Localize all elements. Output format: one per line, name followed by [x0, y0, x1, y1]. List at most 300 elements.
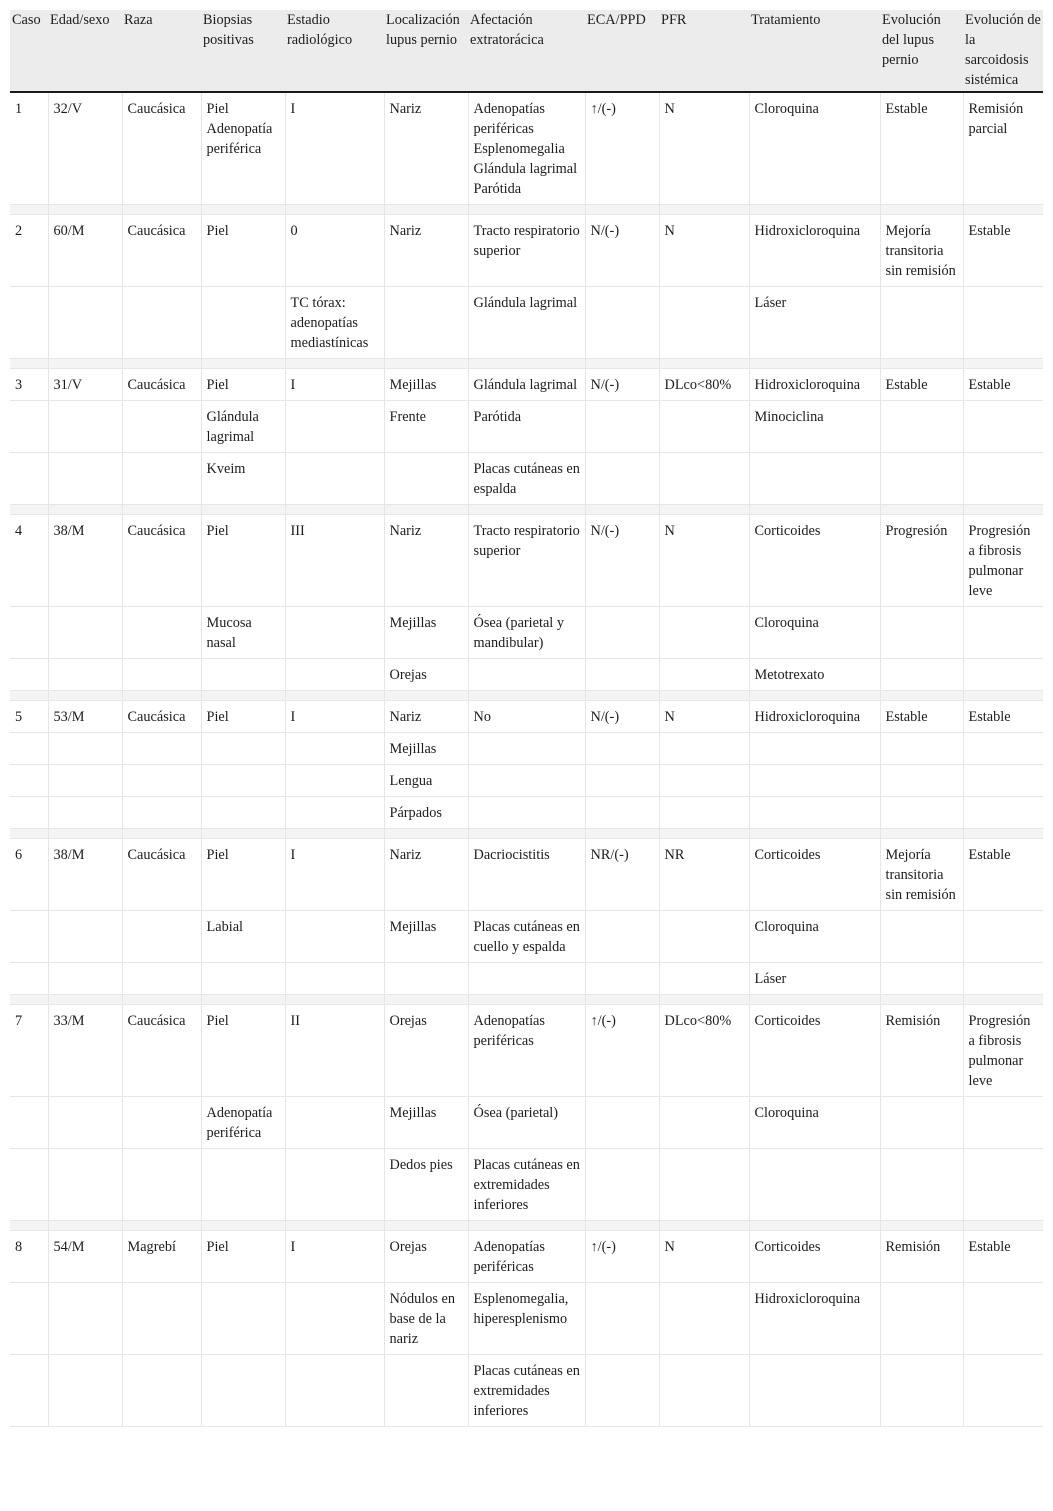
- table-cell: [201, 797, 285, 829]
- table-cell: [585, 453, 659, 505]
- table-cell: Remisión: [880, 1231, 963, 1283]
- table-cell: [880, 453, 963, 505]
- table-cell: Glándula lagrimal: [201, 401, 285, 453]
- table-cell: [122, 911, 201, 963]
- table-cell: Progresión: [880, 515, 963, 607]
- table-cell: [468, 659, 585, 691]
- table-cell: [48, 287, 122, 359]
- table-cell: [585, 963, 659, 995]
- table-cell: [880, 607, 963, 659]
- table-cell: [659, 659, 749, 691]
- table-row: [10, 733, 1043, 765]
- table-cell: [48, 1283, 122, 1355]
- table-cell: [585, 797, 659, 829]
- table-cell: [122, 1149, 201, 1221]
- table-cell: Piel: [201, 515, 285, 607]
- table-cell: Piel: [201, 1231, 285, 1283]
- table-cell: Mejillas: [384, 733, 468, 765]
- table-cell: Tracto respiratorio superior: [468, 515, 585, 607]
- table-cell: [963, 1355, 1043, 1427]
- table-cell: Adenopatía periférica: [201, 1097, 285, 1149]
- table-cell: [659, 911, 749, 963]
- table-cell: [585, 765, 659, 797]
- table-cell: [201, 1355, 285, 1427]
- header-evolucion-sarcoidosis: Evolución de la sarcoidosis sistémica: [963, 10, 1043, 92]
- table-cell: [468, 92, 585, 205]
- table-cell: DLco<80%: [659, 369, 749, 401]
- table-cell: Ósea (parietal): [468, 1097, 585, 1149]
- table-cell: [122, 1283, 201, 1355]
- table-cell: Mejillas: [384, 1097, 468, 1149]
- table-cell: Mejillas: [384, 369, 468, 401]
- table-cell: Placas cutáneas en cuello y espalda: [468, 911, 585, 963]
- table-cell: [48, 1097, 122, 1149]
- table-cell: 1: [10, 92, 48, 205]
- table-header-row: [10, 10, 1043, 92]
- cell-line: Esplenomegalia: [473, 141, 565, 157]
- table-row: [10, 911, 1043, 963]
- table-cell: [585, 733, 659, 765]
- table-cell: 60/M: [48, 215, 122, 287]
- table-cell: [285, 911, 384, 963]
- table-cell: [285, 963, 384, 995]
- table-cell: ↑/(-): [585, 92, 659, 205]
- table-cell: [122, 1355, 201, 1427]
- table-cell: N: [659, 701, 749, 733]
- table-cell: [10, 1355, 48, 1427]
- table-cell: 38/M: [48, 515, 122, 607]
- table-cell: [285, 733, 384, 765]
- table-cell: Hidroxicloroquina: [749, 701, 880, 733]
- table-cell: [659, 797, 749, 829]
- table-cell: Corticoides: [749, 1231, 880, 1283]
- table-cell: [468, 765, 585, 797]
- table-row: [10, 659, 1043, 691]
- table-cell: [48, 1149, 122, 1221]
- table-cell: [48, 911, 122, 963]
- header-localizacion: Localización lupus pernio: [384, 10, 468, 92]
- table-cell: Caucásica: [122, 369, 201, 401]
- table-cell: N/(-): [585, 701, 659, 733]
- table-cell: TC tórax: adenopatías mediastínicas: [285, 287, 384, 359]
- table-cell: [122, 963, 201, 995]
- table-cell: [10, 797, 48, 829]
- table-cell: Caucásica: [122, 515, 201, 607]
- table-cell: [384, 287, 468, 359]
- table-cell: 53/M: [48, 701, 122, 733]
- table-cell: Párpados: [384, 797, 468, 829]
- table-row: [10, 369, 1043, 401]
- table-cell: Frente: [384, 401, 468, 453]
- table-cell: [659, 401, 749, 453]
- table-cell: [122, 1097, 201, 1149]
- table-cell: [659, 1355, 749, 1427]
- table-cell: N/(-): [585, 215, 659, 287]
- table-cell: [285, 1097, 384, 1149]
- table-cell: 8: [10, 1231, 48, 1283]
- table-cell: Piel: [201, 215, 285, 287]
- table-cell: [585, 287, 659, 359]
- table-cell: Magrebí: [122, 1231, 201, 1283]
- table-cell: III: [285, 515, 384, 607]
- table-cell: Dedos pies: [384, 1149, 468, 1221]
- table-cell: 4: [10, 515, 48, 607]
- table-cell: DLco<80%: [659, 1005, 749, 1097]
- table-cell: Kveim: [201, 453, 285, 505]
- table-cell: [659, 453, 749, 505]
- table-cell: Hidroxicloroquina: [749, 1283, 880, 1355]
- table-cell: [122, 733, 201, 765]
- table-cell: [963, 797, 1043, 829]
- table-cell: Orejas: [384, 1231, 468, 1283]
- table-cell: [659, 733, 749, 765]
- table-cell: I: [285, 369, 384, 401]
- table-cell: [880, 765, 963, 797]
- table-cell: [201, 1283, 285, 1355]
- table-cell: [659, 607, 749, 659]
- table-cell: [10, 1097, 48, 1149]
- table-cell: Láser: [749, 963, 880, 995]
- table-cell: Nódulos en base de la nariz: [384, 1283, 468, 1355]
- table-row: [10, 839, 1043, 911]
- table-row: [10, 515, 1043, 607]
- table-cell: Corticoides: [749, 1005, 880, 1097]
- table-cell: Metotrexato: [749, 659, 880, 691]
- table-cell: Nariz: [384, 839, 468, 911]
- table-cell: [48, 607, 122, 659]
- cell-line: Adenopatías periféricas: [473, 101, 545, 137]
- table-cell: [10, 1283, 48, 1355]
- table-cell: [10, 911, 48, 963]
- table-cell: Progresión a fibrosis pulmonar leve: [963, 1005, 1043, 1097]
- table-cell: Nariz: [384, 701, 468, 733]
- table-cell: Estable: [880, 369, 963, 401]
- table-cell: [659, 1283, 749, 1355]
- table-cell: [963, 287, 1043, 359]
- table-cell: Piel: [201, 839, 285, 911]
- table-cell: [749, 1355, 880, 1427]
- table-cell: [285, 765, 384, 797]
- table-cell: [10, 765, 48, 797]
- header-evolucion-lupus: Evolución del lupus pernio: [880, 10, 963, 92]
- table-cell: Orejas: [384, 659, 468, 691]
- table-cell: Nariz: [384, 92, 468, 205]
- table-cell: 6: [10, 839, 48, 911]
- table-cell: [48, 765, 122, 797]
- table-cell: Estable: [963, 701, 1043, 733]
- table-row: [10, 401, 1043, 453]
- table-row: [10, 92, 1043, 205]
- table-cell: [749, 733, 880, 765]
- table-cell: [285, 401, 384, 453]
- table-cell: [122, 401, 201, 453]
- table-cell: [285, 607, 384, 659]
- table-cell: Mejoría transitoria sin remisión: [880, 215, 963, 287]
- table-cell: [10, 453, 48, 505]
- table-cell: [468, 733, 585, 765]
- table-cell: [201, 733, 285, 765]
- table-cell: N: [659, 215, 749, 287]
- table-cell: [585, 1283, 659, 1355]
- table-cell: [963, 765, 1043, 797]
- table-cell: [880, 401, 963, 453]
- case-separator: [10, 995, 1043, 1005]
- table-cell: NR/(-): [585, 839, 659, 911]
- table-cell: [963, 401, 1043, 453]
- table-cell: [880, 963, 963, 995]
- table-cell: [201, 765, 285, 797]
- table-cell: [201, 963, 285, 995]
- table-cell: Cloroquina: [749, 607, 880, 659]
- lupus-pernio-cases-table: [10, 10, 1043, 1427]
- table-cell: NR: [659, 839, 749, 911]
- table-cell: [384, 453, 468, 505]
- table-row: [10, 797, 1043, 829]
- table-cell: Mejillas: [384, 607, 468, 659]
- table-cell: 32/V: [48, 92, 122, 205]
- table-row: [10, 1005, 1043, 1097]
- table-cell: [122, 287, 201, 359]
- table-cell: Dacriocistitis: [468, 839, 585, 911]
- table-cell: [122, 797, 201, 829]
- table-cell: Estable: [880, 701, 963, 733]
- table-cell: [880, 1149, 963, 1221]
- table-cell: 5: [10, 701, 48, 733]
- table-cell: [48, 659, 122, 691]
- table-cell: [10, 963, 48, 995]
- table-cell: Hidroxicloroquina: [749, 369, 880, 401]
- table-cell: No: [468, 701, 585, 733]
- case-separator: [10, 1221, 1043, 1231]
- table-cell: [880, 659, 963, 691]
- table-cell: Caucásica: [122, 701, 201, 733]
- table-cell: Piel: [201, 701, 285, 733]
- table-row: [10, 215, 1043, 287]
- table-cell: [963, 1097, 1043, 1149]
- case-separator: [10, 359, 1043, 369]
- table-cell: [963, 659, 1043, 691]
- table-cell: Ósea (parietal y mandibular): [468, 607, 585, 659]
- table-row: [10, 765, 1043, 797]
- table-cell: Mejoría transitoria sin remisión: [880, 839, 963, 911]
- table-cell: Placas cutáneas en extremidades inferiores: [468, 1355, 585, 1427]
- table-cell: [285, 1355, 384, 1427]
- table-cell: Estable: [963, 369, 1043, 401]
- table-cell: [122, 607, 201, 659]
- table-cell: [201, 659, 285, 691]
- table-cell: Caucásica: [122, 215, 201, 287]
- header-afectacion: Afectación extratorácica: [468, 10, 585, 92]
- table-cell: [749, 453, 880, 505]
- table-body: [10, 92, 1043, 1427]
- table-row: [10, 1097, 1043, 1149]
- table-cell: [10, 607, 48, 659]
- table-cell: ↑/(-): [585, 1005, 659, 1097]
- table-cell: Tracto respiratorio superior: [468, 215, 585, 287]
- table-cell: I: [285, 839, 384, 911]
- table-cell: Caucásica: [122, 92, 201, 205]
- table-cell: [749, 797, 880, 829]
- table-cell: 0: [285, 215, 384, 287]
- table-cell: [585, 1149, 659, 1221]
- table-cell: Cloroquina: [749, 1097, 880, 1149]
- table-cell: 31/V: [48, 369, 122, 401]
- table-cell: Parótida: [468, 401, 585, 453]
- table-cell: 3: [10, 369, 48, 401]
- table-cell: Nariz: [384, 215, 468, 287]
- table-cell: 38/M: [48, 839, 122, 911]
- table-cell: [122, 453, 201, 505]
- table-cell: [384, 963, 468, 995]
- table-cell: [48, 963, 122, 995]
- table-cell: [285, 797, 384, 829]
- table-cell: Esplenomegalia, hiperesplenismo: [468, 1283, 585, 1355]
- header-caso: Caso: [10, 10, 48, 92]
- table-cell: [659, 1149, 749, 1221]
- table-cell: N: [659, 515, 749, 607]
- table-cell: Glándula lagrimal: [468, 369, 585, 401]
- table-cell: Estable: [880, 92, 963, 205]
- table-cell: Adenopatías periféricas: [468, 1005, 585, 1097]
- table-cell: [285, 453, 384, 505]
- table-cell: [585, 401, 659, 453]
- table-cell: [963, 1283, 1043, 1355]
- table-cell: Piel: [201, 1005, 285, 1097]
- header-pfr: PFR: [659, 10, 749, 92]
- case-separator: [10, 829, 1043, 839]
- table-cell: 33/M: [48, 1005, 122, 1097]
- table-cell: [201, 287, 285, 359]
- table-cell: I: [285, 701, 384, 733]
- table-cell: [201, 1149, 285, 1221]
- table-cell: Láser: [749, 287, 880, 359]
- table-cell: Lengua: [384, 765, 468, 797]
- table-cell: Nariz: [384, 515, 468, 607]
- table-cell: I: [285, 1231, 384, 1283]
- cell-line: Parótida: [473, 181, 522, 197]
- table-cell: N: [659, 92, 749, 205]
- table-cell: Piel: [201, 369, 285, 401]
- table-cell: [10, 401, 48, 453]
- cell-line: Adenopatía periférica: [206, 121, 273, 157]
- table-row: [10, 963, 1043, 995]
- table-cell: [880, 797, 963, 829]
- clinical-table-container: [10, 10, 1043, 1427]
- table-cell: [659, 963, 749, 995]
- table-cell: Caucásica: [122, 839, 201, 911]
- table-cell: [749, 1149, 880, 1221]
- table-cell: Cloroquina: [749, 911, 880, 963]
- table-cell: [880, 1097, 963, 1149]
- table-row: [10, 607, 1043, 659]
- table-cell: [10, 287, 48, 359]
- table-cell: [10, 1149, 48, 1221]
- table-cell: [585, 659, 659, 691]
- header-raza: Raza: [122, 10, 201, 92]
- table-cell: [48, 797, 122, 829]
- case-separator: [10, 205, 1043, 215]
- table-cell: Orejas: [384, 1005, 468, 1097]
- table-cell: Labial: [201, 911, 285, 963]
- table-cell: [285, 1149, 384, 1221]
- table-cell: [585, 607, 659, 659]
- table-cell: [468, 797, 585, 829]
- table-cell: [10, 659, 48, 691]
- table-cell: [963, 963, 1043, 995]
- table-cell: Remisión: [880, 1005, 963, 1097]
- case-separator: [10, 691, 1043, 701]
- table-cell: Placas cutáneas en extremidades inferiores: [468, 1149, 585, 1221]
- table-cell: [659, 287, 749, 359]
- table-cell: [749, 765, 880, 797]
- table-cell: Corticoides: [749, 839, 880, 911]
- table-cell: Caucásica: [122, 1005, 201, 1097]
- table-cell: [585, 911, 659, 963]
- table-cell: [48, 733, 122, 765]
- table-cell: [48, 401, 122, 453]
- table-row: [10, 453, 1043, 505]
- table-cell: Cloroquina: [749, 92, 880, 205]
- table-cell: [963, 733, 1043, 765]
- table-cell: Estable: [963, 1231, 1043, 1283]
- table-cell: [285, 659, 384, 691]
- table-cell: Glándula lagrimal: [468, 287, 585, 359]
- table-row: [10, 1355, 1043, 1427]
- table-cell: Hidroxicloroquina: [749, 215, 880, 287]
- table-cell: [880, 733, 963, 765]
- table-row: [10, 1283, 1043, 1355]
- table-cell: Mucosa nasal: [201, 607, 285, 659]
- cell-line: Glándula lagrimal: [473, 161, 578, 177]
- table-row: [10, 1231, 1043, 1283]
- table-cell: [880, 1283, 963, 1355]
- table-cell: 7: [10, 1005, 48, 1097]
- table-cell: N: [659, 1231, 749, 1283]
- table-cell: Estable: [963, 839, 1043, 911]
- table-row: [10, 1149, 1043, 1221]
- table-cell: 54/M: [48, 1231, 122, 1283]
- table-row: [10, 287, 1043, 359]
- table-cell: Minociclina: [749, 401, 880, 453]
- header-edad-sexo: Edad/sexo: [48, 10, 122, 92]
- table-cell: [48, 453, 122, 505]
- table-cell: [880, 911, 963, 963]
- table-cell: Corticoides: [749, 515, 880, 607]
- table-cell: [10, 733, 48, 765]
- table-cell: Estable: [963, 215, 1043, 287]
- table-cell: [659, 1097, 749, 1149]
- table-cell: ↑/(-): [585, 1231, 659, 1283]
- header-tratamiento: Tratamiento: [749, 10, 880, 92]
- table-cell: I: [285, 92, 384, 205]
- table-cell: Mejillas: [384, 911, 468, 963]
- table-cell: Remisión parcial: [963, 92, 1043, 205]
- table-cell: [285, 1283, 384, 1355]
- table-cell: [963, 911, 1043, 963]
- cell-line: Piel: [206, 101, 229, 117]
- table-cell: II: [285, 1005, 384, 1097]
- table-cell: N/(-): [585, 369, 659, 401]
- header-eca-ppd: ECA/PPD: [585, 10, 659, 92]
- table-cell: [585, 1355, 659, 1427]
- table-cell: [963, 453, 1043, 505]
- table-cell: N/(-): [585, 515, 659, 607]
- table-cell: Progresión a fibrosis pulmonar leve: [963, 515, 1043, 607]
- table-cell: [963, 607, 1043, 659]
- header-estadio: Estadio radiológico: [285, 10, 384, 92]
- table-row: [10, 701, 1043, 733]
- table-cell: [468, 963, 585, 995]
